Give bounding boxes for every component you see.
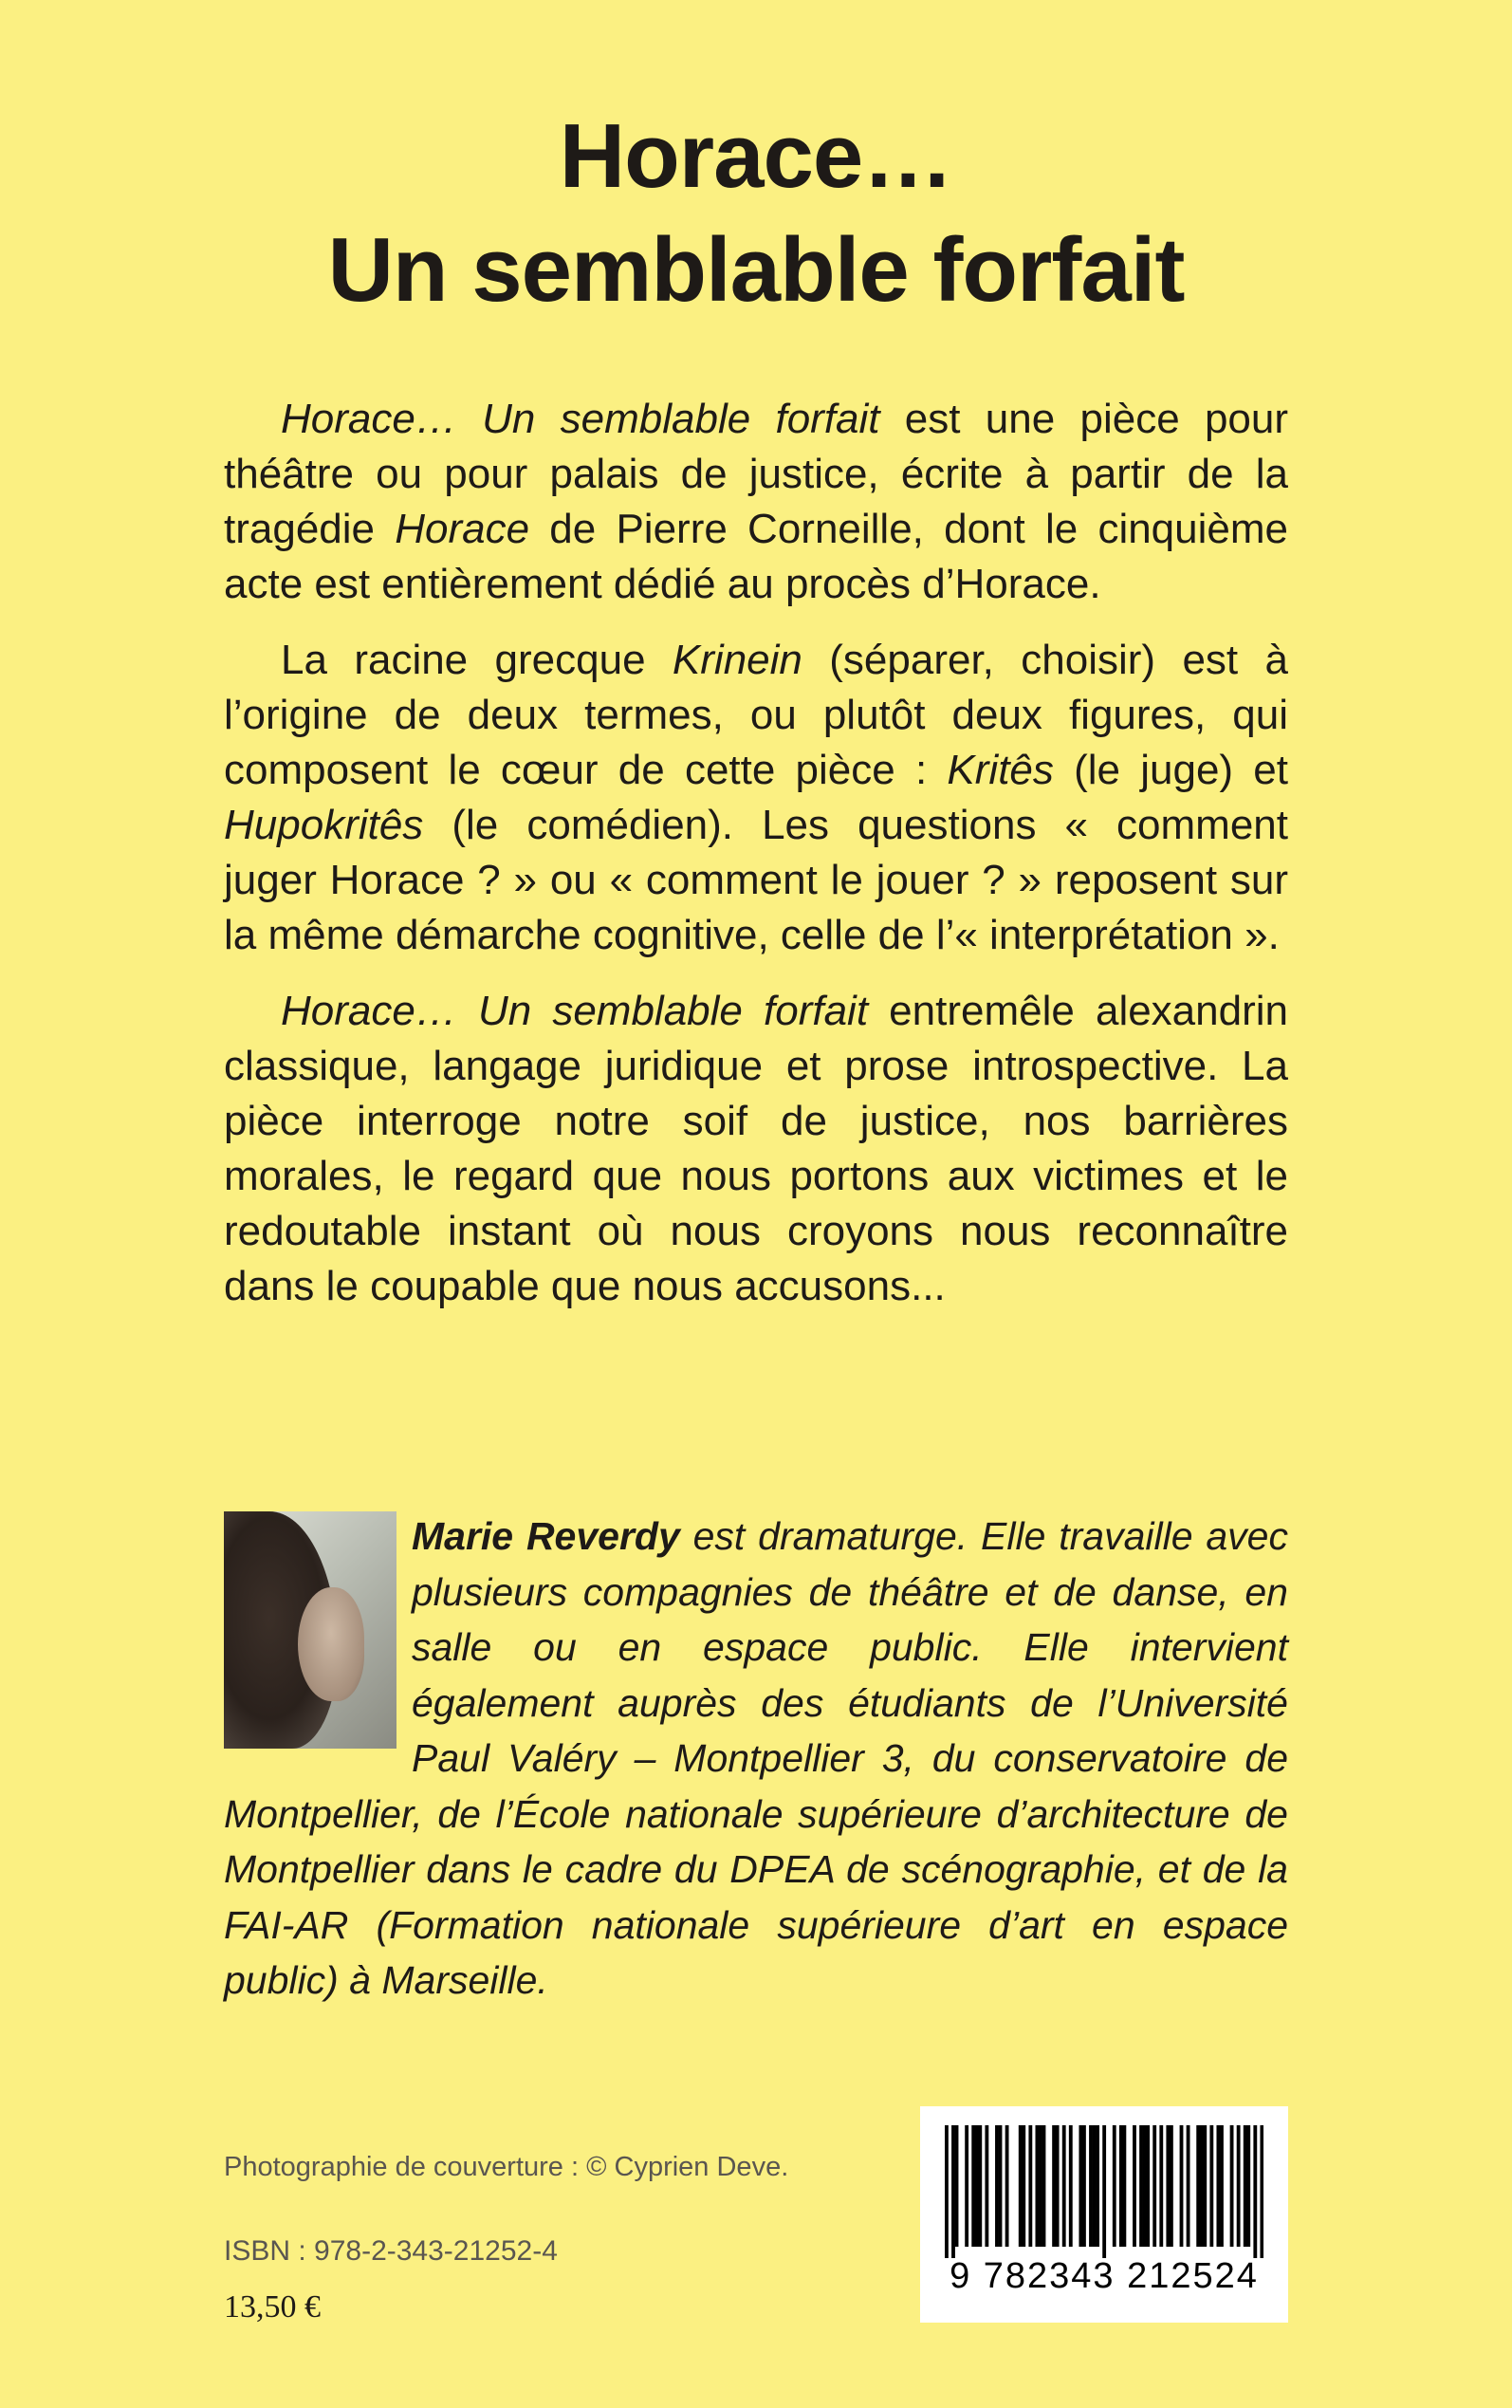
barcode-bar [1260, 2125, 1263, 2258]
barcode-bar [1113, 2125, 1116, 2247]
photo-credit: Photographie de couverture : © Cyprien Deve. [224, 2152, 789, 2182]
text-span: entremêle alexandrin classique, langage juridique et prose introspective. La pièce interroge notre soif de justice, nos barrières morales, le regard que nous portons aux victimes et le redoutable instant où nous croyons nous reconnaître dans le coupable que nous accusons... [224, 988, 1288, 1309]
text-span: (le juge) et [1053, 747, 1288, 793]
barcode-bar [1062, 2125, 1066, 2247]
barcode-bar [1246, 2125, 1250, 2247]
barcode-bar [1028, 2125, 1032, 2247]
barcode-bar [965, 2125, 968, 2247]
text-span: (séparer, choisir) est à l’origine de deux termes, ou plutôt deux figures, qui composent le cœur de cette pièce : [224, 637, 1288, 793]
barcode-bar [1122, 2125, 1126, 2247]
barcode-bar [1042, 2125, 1046, 2247]
barcode-bar [1143, 2125, 1147, 2247]
price: 13,50 € [224, 2289, 321, 2325]
barcode-bar [978, 2125, 982, 2247]
description-paragraph-3 [224, 984, 1288, 1314]
barcode-bar [1209, 2125, 1213, 2247]
barcode-bar [999, 2125, 1003, 2247]
barcode-bars [945, 2125, 1263, 2258]
work-title-italic: Horace… Un semblable forfait [281, 988, 869, 1034]
barcode-bar [1019, 2125, 1023, 2247]
text-span: est une pièce pour théâtre ou pour palais de justice, écrite à partir de la tragédie [224, 396, 1289, 552]
barcode-bar [1230, 2125, 1234, 2247]
barcode-bar [1139, 2125, 1143, 2247]
term-krites: Kritês [947, 747, 1054, 793]
author-name: Marie Reverdy [412, 1514, 680, 1558]
author-photo [224, 1511, 396, 1749]
barcode-bar [1096, 2125, 1099, 2247]
work-title-italic: Horace… Un semblable forfait [281, 396, 880, 442]
book-title [0, 100, 1512, 327]
barcode-bar [1237, 2125, 1241, 2247]
corneille-title-italic: Horace [395, 506, 530, 552]
barcode-bar [1079, 2125, 1082, 2247]
barcode-bar [1244, 2125, 1247, 2247]
description-paragraph-2 [224, 633, 1288, 963]
barcode [920, 2106, 1288, 2323]
barcode-bar [995, 2125, 999, 2247]
term-hupokrites: Hupokritês [224, 802, 424, 848]
barcode-bar [1170, 2125, 1173, 2247]
barcode-bar [1187, 2125, 1190, 2247]
author-bio-text: est dramaturge. Elle travaille avec plusieurs compagnies de théâtre et de danse, en salle ou en espace public. Elle intervient également auprès des étudiants de l’Université Paul Valéry – Montpellier 3, du conservatoire de Montpellier, de l’École nationale supérieure d’architecture de Montpellier dans le cadre du DPEA de scénographie, et de la FAI-AR (Formation nationale supérieure d’art en espace public) à Marseille. [224, 1514, 1288, 2002]
barcode-bar [1052, 2125, 1056, 2247]
barcode-bar [1082, 2125, 1086, 2247]
barcode-bar [1203, 2125, 1207, 2247]
barcode-bar [1035, 2125, 1039, 2247]
barcode-bar [975, 2125, 979, 2247]
barcode-bar [1022, 2125, 1025, 2247]
barcode-digits: 9 782343 212524 [950, 2256, 1259, 2296]
term-krinein: Krinein [672, 637, 802, 683]
barcode-bar [945, 2125, 949, 2258]
barcode-bar [1159, 2125, 1163, 2247]
title-line-1: Horace… [559, 105, 953, 207]
barcode-bar [1146, 2125, 1150, 2247]
barcode-bar [1152, 2125, 1156, 2247]
barcode-bar [1216, 2125, 1220, 2247]
barcode-bar [1056, 2125, 1060, 2247]
barcode-bar [971, 2125, 975, 2247]
barcode-bar [1253, 2125, 1257, 2258]
barcode-bar [1102, 2125, 1106, 2258]
barcode-bar [1039, 2125, 1042, 2247]
barcode-bar [1069, 2125, 1073, 2247]
text-span: de Pierre Corneille, dont le cinquième acte est entièrement dédié au procès d’Horace. [224, 506, 1288, 607]
barcode-bar [951, 2125, 955, 2258]
text-span: La racine grecque [281, 637, 673, 683]
description-paragraph-1 [224, 392, 1288, 612]
author-bio [224, 1509, 1288, 2009]
barcode-bar [1196, 2125, 1200, 2247]
barcode-bar [1089, 2125, 1093, 2247]
barcode-bar [1005, 2125, 1009, 2247]
isbn: ISBN : 978-2-343-21252-4 [224, 2235, 558, 2267]
barcode-bar [1093, 2125, 1097, 2247]
barcode-bar [1166, 2125, 1170, 2247]
barcode-bar [1119, 2125, 1123, 2247]
title-line-2: Un semblable forfait [327, 219, 1185, 321]
barcode-bar [955, 2125, 959, 2247]
barcode-bar [1180, 2125, 1184, 2247]
barcode-bar [1133, 2125, 1136, 2247]
description [224, 392, 1288, 1314]
text-span: (le comédien). Les questions « comment juger Horace ? » ou « comment le jouer ? » reposent sur la même démarche cognitive, celle de l’« interprétation ». [224, 802, 1288, 958]
photo-face [298, 1587, 364, 1701]
barcode-bar [1200, 2125, 1204, 2247]
barcode-bar [985, 2125, 988, 2247]
barcode-bar [1220, 2125, 1224, 2247]
